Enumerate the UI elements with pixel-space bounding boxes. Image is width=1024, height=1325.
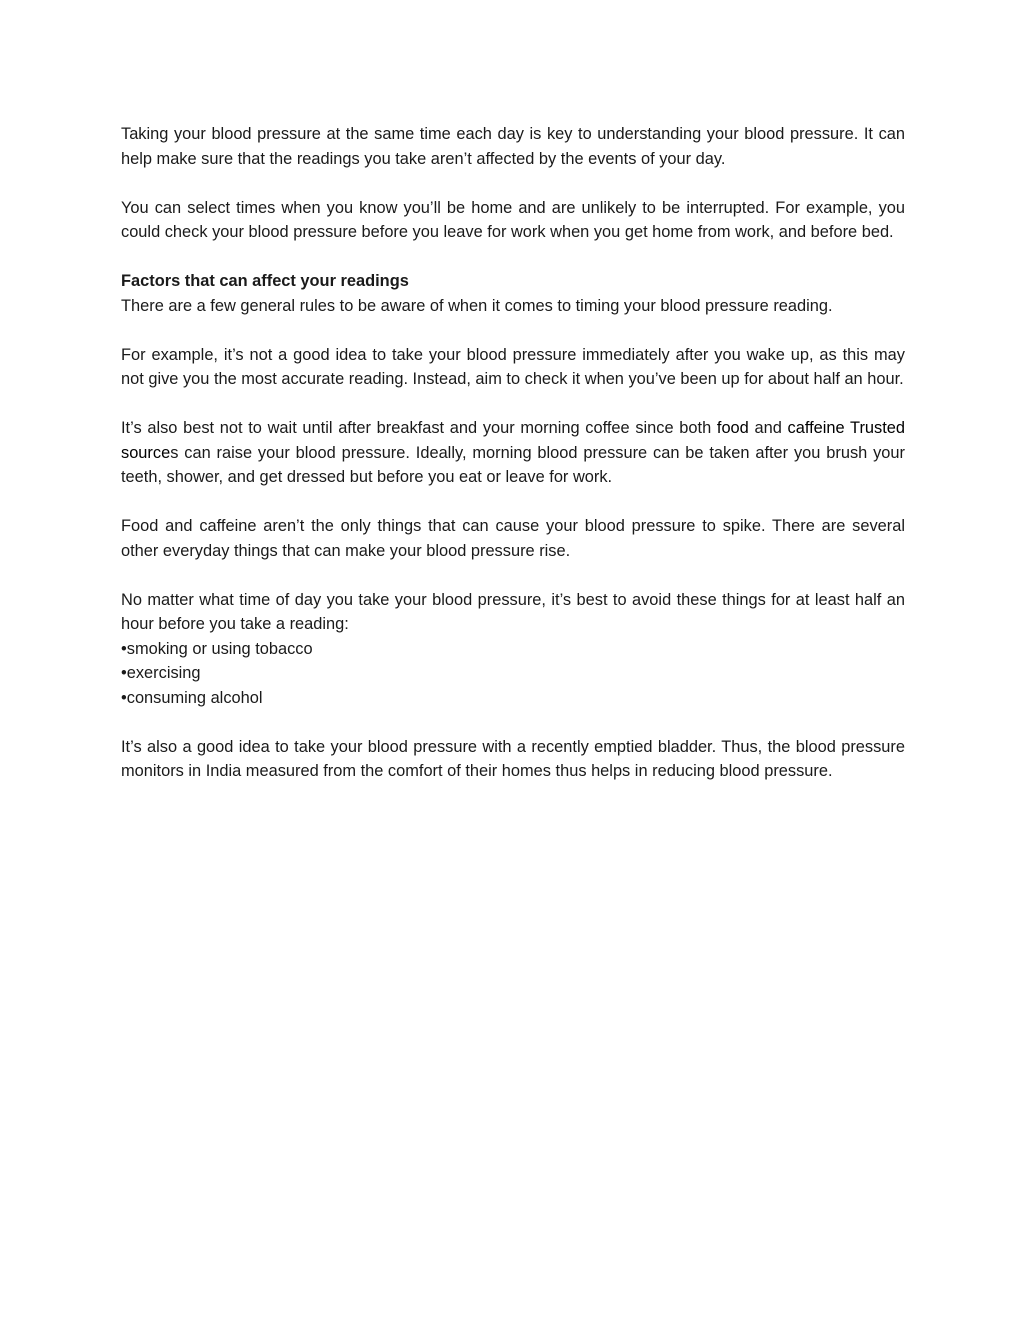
avoid-list — [121, 637, 905, 711]
paragraph-select-times: You can select times when you know you’ll be home and are unlikely to be interrupted. For example, you could check your blood pressure before you leave for work when you get home from work, and before bed. — [121, 198, 905, 241]
list-item: • smoking or using tobacco — [121, 637, 905, 662]
paragraph-spike: Food and caffeine aren’t the only things that can cause your blood pressure to spike. There are several other everyday things that can make your blood pressure rise. — [121, 517, 905, 560]
paragraph-wake-up: For example, it’s not a good idea to take your blood pressure immediately after you wake up, as this may not give you the most accurate reading. Instead, aim to check it when you’ve been up for about half an hour. — [121, 345, 905, 388]
section-heading-factors: Factors that can affect your readings — [121, 272, 409, 290]
document-page — [121, 122, 905, 808]
list-item: • consuming alcohol — [121, 686, 905, 711]
paragraph-breakfast-start: It’s also best not to wait until after breakfast and your morning coffee since both — [121, 419, 717, 437]
paragraph-breakfast-coffee — [121, 416, 905, 490]
paragraph-avoid-things: No matter what time of day you take your blood pressure, it’s best to avoid these things for at least half an hour before you take a reading: — [121, 590, 905, 633]
list-item: • exercising — [121, 661, 905, 686]
food-link[interactable]: food — [716, 419, 749, 437]
paragraph-general-rules: There are a few general rules to be aware of when it comes to timing your blood pressure reading. — [121, 296, 833, 315]
paragraph-same-time: Taking your blood pressure at the same time each day is key to understanding your blood pressure. It can help make sure that the readings you take aren’t affected by the events of your day. — [121, 125, 905, 168]
paragraph-breakfast-end: s can raise your blood pressure. Ideally, morning blood pressure can be taken after you brush your teeth, shower, and get dressed but before you eat or leave for work. — [121, 443, 905, 486]
paragraph-breakfast-mid: and — [748, 419, 788, 437]
paragraph-bladder: It’s also a good idea to take your blood pressure with a recently emptied bladder. Thus, the blood pressure monitors in India measured from the comfort of their homes thus helps in reducing blood pressure. — [121, 737, 905, 780]
caffeine-trusted-source-link[interactable]: caffeine Trusted source — [121, 419, 905, 462]
